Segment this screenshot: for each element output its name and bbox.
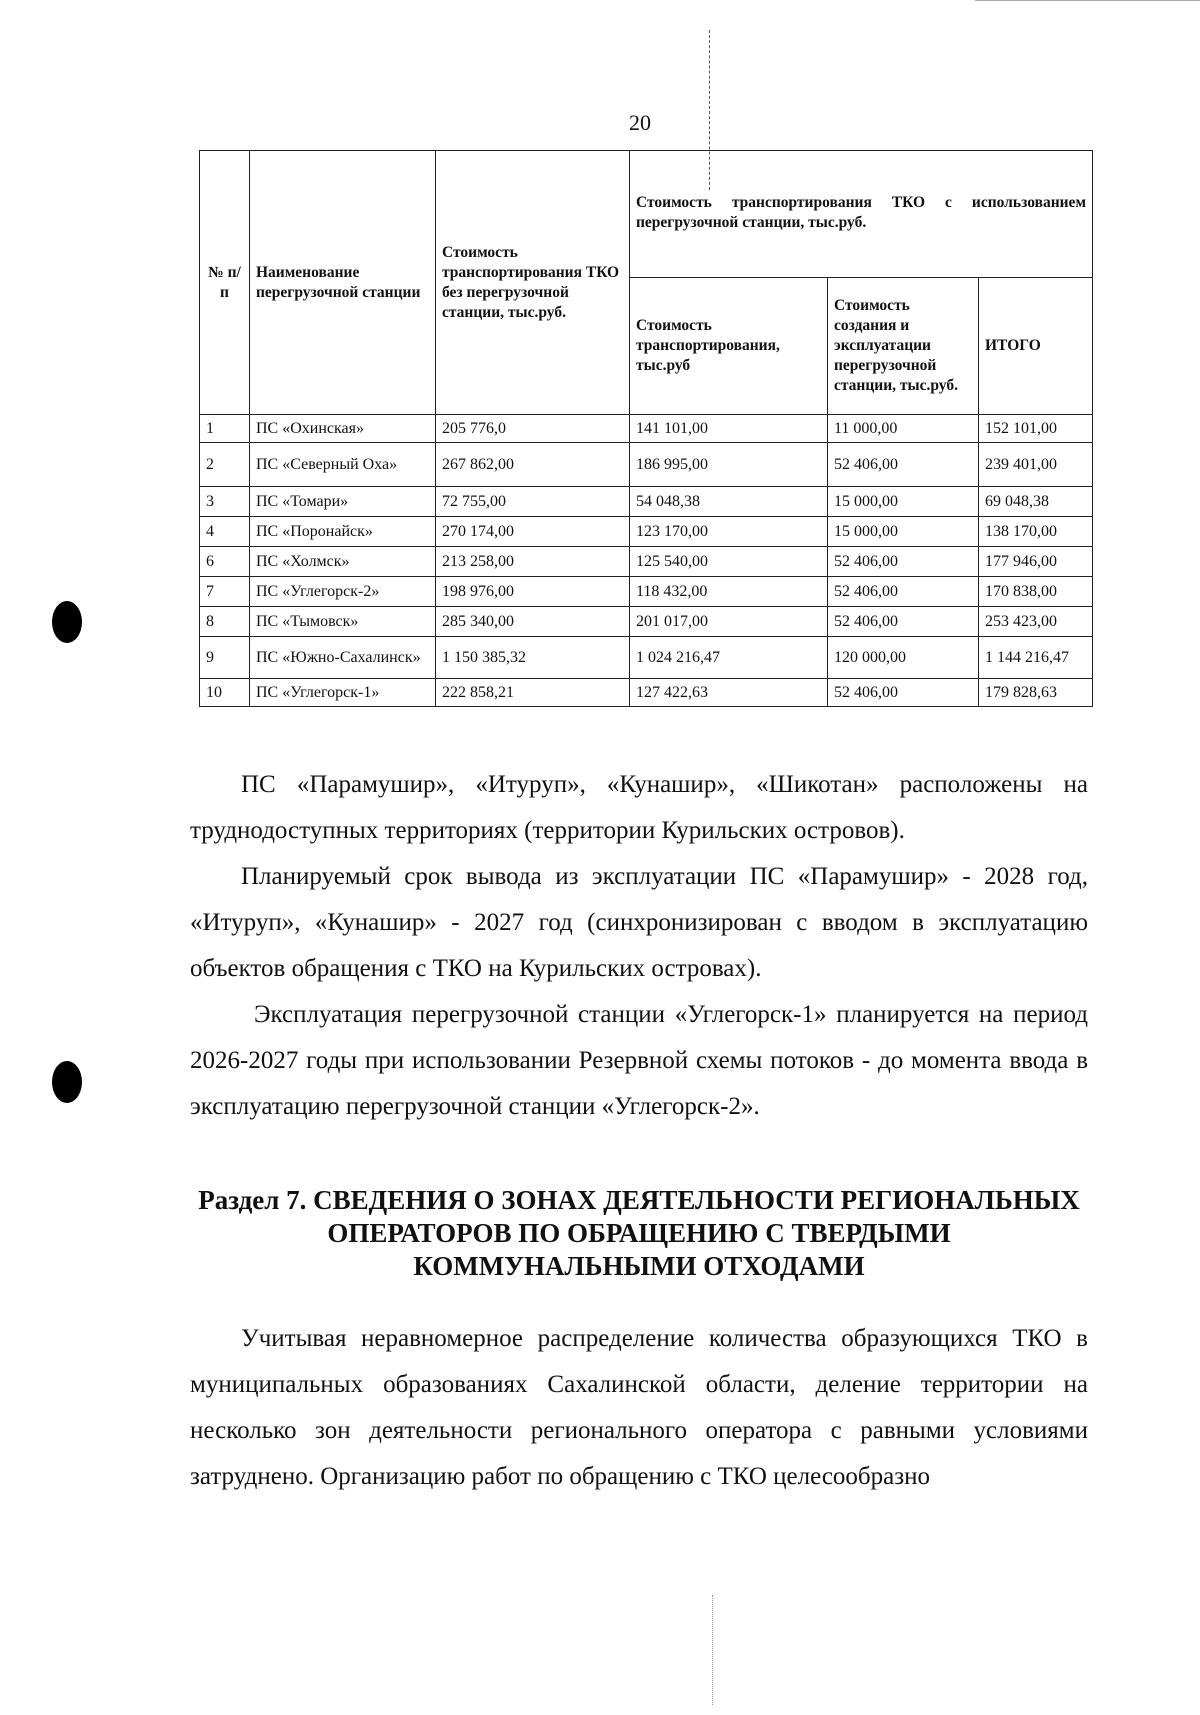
paragraph-uglegorsk-1-operation: Эксплуатация перегрузочной станции «Углегорск-1» планируется на период 2026-2027 годы при использовании Резервной схемы потоков - до момента ввода в эксплуатацию перегрузочной станции «Углегорск-2». <box>190 1001 1088 1120</box>
station-name: ПС «Холмск» <box>250 547 436 577</box>
cost-without-station: 267 862,00 <box>436 443 630 487</box>
transport-cost: 123 170,00 <box>630 517 828 547</box>
table-row <box>200 487 1093 517</box>
table-row <box>200 415 1093 443</box>
creation-cost: 52 406,00 <box>828 679 979 707</box>
punch-hole-mark <box>52 601 82 643</box>
header-cost-without-station: Стоимость транспортирования ТКО без перегрузочной станции, тыс.руб. <box>436 151 630 415</box>
station-name: ПС «Тымовск» <box>250 607 436 637</box>
paragraph-kuril-stations: ПС «Парамушир», «Итуруп», «Кунашир», «Шикотан» расположены на труднодоступных территориях (территории Курильских островов). <box>190 771 1088 844</box>
row-number: 6 <box>200 547 250 577</box>
header-total: ИТОГО <box>979 278 1093 415</box>
transport-cost: 127 422,63 <box>630 679 828 707</box>
transport-cost: 201 017,00 <box>630 607 828 637</box>
total-cost: 1 144 216,47 <box>979 637 1093 679</box>
total-cost: 152 101,00 <box>979 415 1093 443</box>
total-cost: 138 170,00 <box>979 517 1093 547</box>
header-transport-cost: Стоимость транспортирования, тыс.руб <box>630 278 828 415</box>
row-number: 7 <box>200 577 250 607</box>
row-number: 3 <box>200 487 250 517</box>
transport-cost: 141 101,00 <box>630 415 828 443</box>
page-number: 20 <box>629 110 651 135</box>
section-heading: Раздел 7. СВЕДЕНИЯ О ЗОНАХ ДЕЯТЕЛЬНОСТИ РЕГИОНАЛЬНЫХ ОПЕРАТОРОВ ПО ОБРАЩЕНИЮ С ТВЕРДЫМИ КОММУНАЛЬНЫМИ ОТХОДАМИ <box>198 1185 1080 1281</box>
top-scan-rule <box>975 0 1200 1</box>
station-name: ПС «Поронайск» <box>250 517 436 547</box>
transport-cost-table <box>199 150 1093 707</box>
transport-cost: 54 048,38 <box>630 487 828 517</box>
table-row <box>200 577 1093 607</box>
table-row <box>200 637 1093 679</box>
total-cost: 179 828,63 <box>979 679 1093 707</box>
row-number: 4 <box>200 517 250 547</box>
transport-cost: 125 540,00 <box>630 547 828 577</box>
cost-without-station: 222 858,21 <box>436 679 630 707</box>
cost-without-station: 205 776,0 <box>436 415 630 443</box>
transport-cost: 186 995,00 <box>630 443 828 487</box>
station-name: ПС «Южно-Сахалинск» <box>250 637 436 679</box>
row-number: 10 <box>200 679 250 707</box>
header-cost-with-station-group: Стоимость транспортирования ТКО с использованием перегрузочной станции, тыс.руб. <box>630 151 1093 278</box>
creation-cost: 120 000,00 <box>828 637 979 679</box>
table-row <box>200 547 1093 577</box>
station-name: ПС «Углегорск-1» <box>250 679 436 707</box>
table-row <box>200 517 1093 547</box>
total-cost: 170 838,00 <box>979 577 1093 607</box>
creation-cost: 52 406,00 <box>828 607 979 637</box>
total-cost: 177 946,00 <box>979 547 1093 577</box>
cost-without-station: 285 340,00 <box>436 607 630 637</box>
creation-cost: 52 406,00 <box>828 547 979 577</box>
row-number: 1 <box>200 415 250 443</box>
table-row <box>200 443 1093 487</box>
transport-cost: 118 432,00 <box>630 577 828 607</box>
row-number: 8 <box>200 607 250 637</box>
paragraph-operator-zones: Учитывая неравномерное распределение количества образующихся ТКО в муниципальных образованиях Сахалинской области, деление территории на несколько зон деятельности регионального оператора с равными условиями затруднено. Организацию работ по обращению с ТКО целесообразно <box>190 1325 1088 1490</box>
creation-cost: 52 406,00 <box>828 577 979 607</box>
station-name: ПС «Северный Оха» <box>250 443 436 487</box>
transport-cost: 1 024 216,47 <box>630 637 828 679</box>
header-station-name: Наименование перегрузочной станции <box>250 151 436 415</box>
scan-fold-line-bottom <box>712 1595 713 1705</box>
table-row <box>200 679 1093 707</box>
paragraph-decommission-schedule: Планируемый срок вывода из эксплуатации ПС «Парамушир» - 2028 год, «Итуруп», «Кунашир» - 2027 год (синхронизирован с вводом в эксплуатацию объектов обращения с ТКО на Курильских островах). <box>190 863 1088 982</box>
total-cost: 239 401,00 <box>979 443 1093 487</box>
table-row <box>200 607 1093 637</box>
total-cost: 253 423,00 <box>979 607 1093 637</box>
total-cost: 69 048,38 <box>979 487 1093 517</box>
row-number: 9 <box>200 637 250 679</box>
station-name: ПС «Томари» <box>250 487 436 517</box>
creation-cost: 52 406,00 <box>828 443 979 487</box>
cost-without-station: 1 150 385,32 <box>436 637 630 679</box>
cost-without-station: 270 174,00 <box>436 517 630 547</box>
station-name: ПС «Охинская» <box>250 415 436 443</box>
creation-cost: 15 000,00 <box>828 517 979 547</box>
station-name: ПС «Углегорск-2» <box>250 577 436 607</box>
cost-without-station: 198 976,00 <box>436 577 630 607</box>
punch-hole-mark <box>52 1061 82 1103</box>
row-number: 2 <box>200 443 250 487</box>
cost-without-station: 72 755,00 <box>436 487 630 517</box>
creation-cost: 11 000,00 <box>828 415 979 443</box>
header-creation-cost: Стоимость создания и эксплуатации перегрузочной станции, тыс.руб. <box>828 278 979 415</box>
header-number: № п/п <box>200 151 250 415</box>
creation-cost: 15 000,00 <box>828 487 979 517</box>
cost-without-station: 213 258,00 <box>436 547 630 577</box>
